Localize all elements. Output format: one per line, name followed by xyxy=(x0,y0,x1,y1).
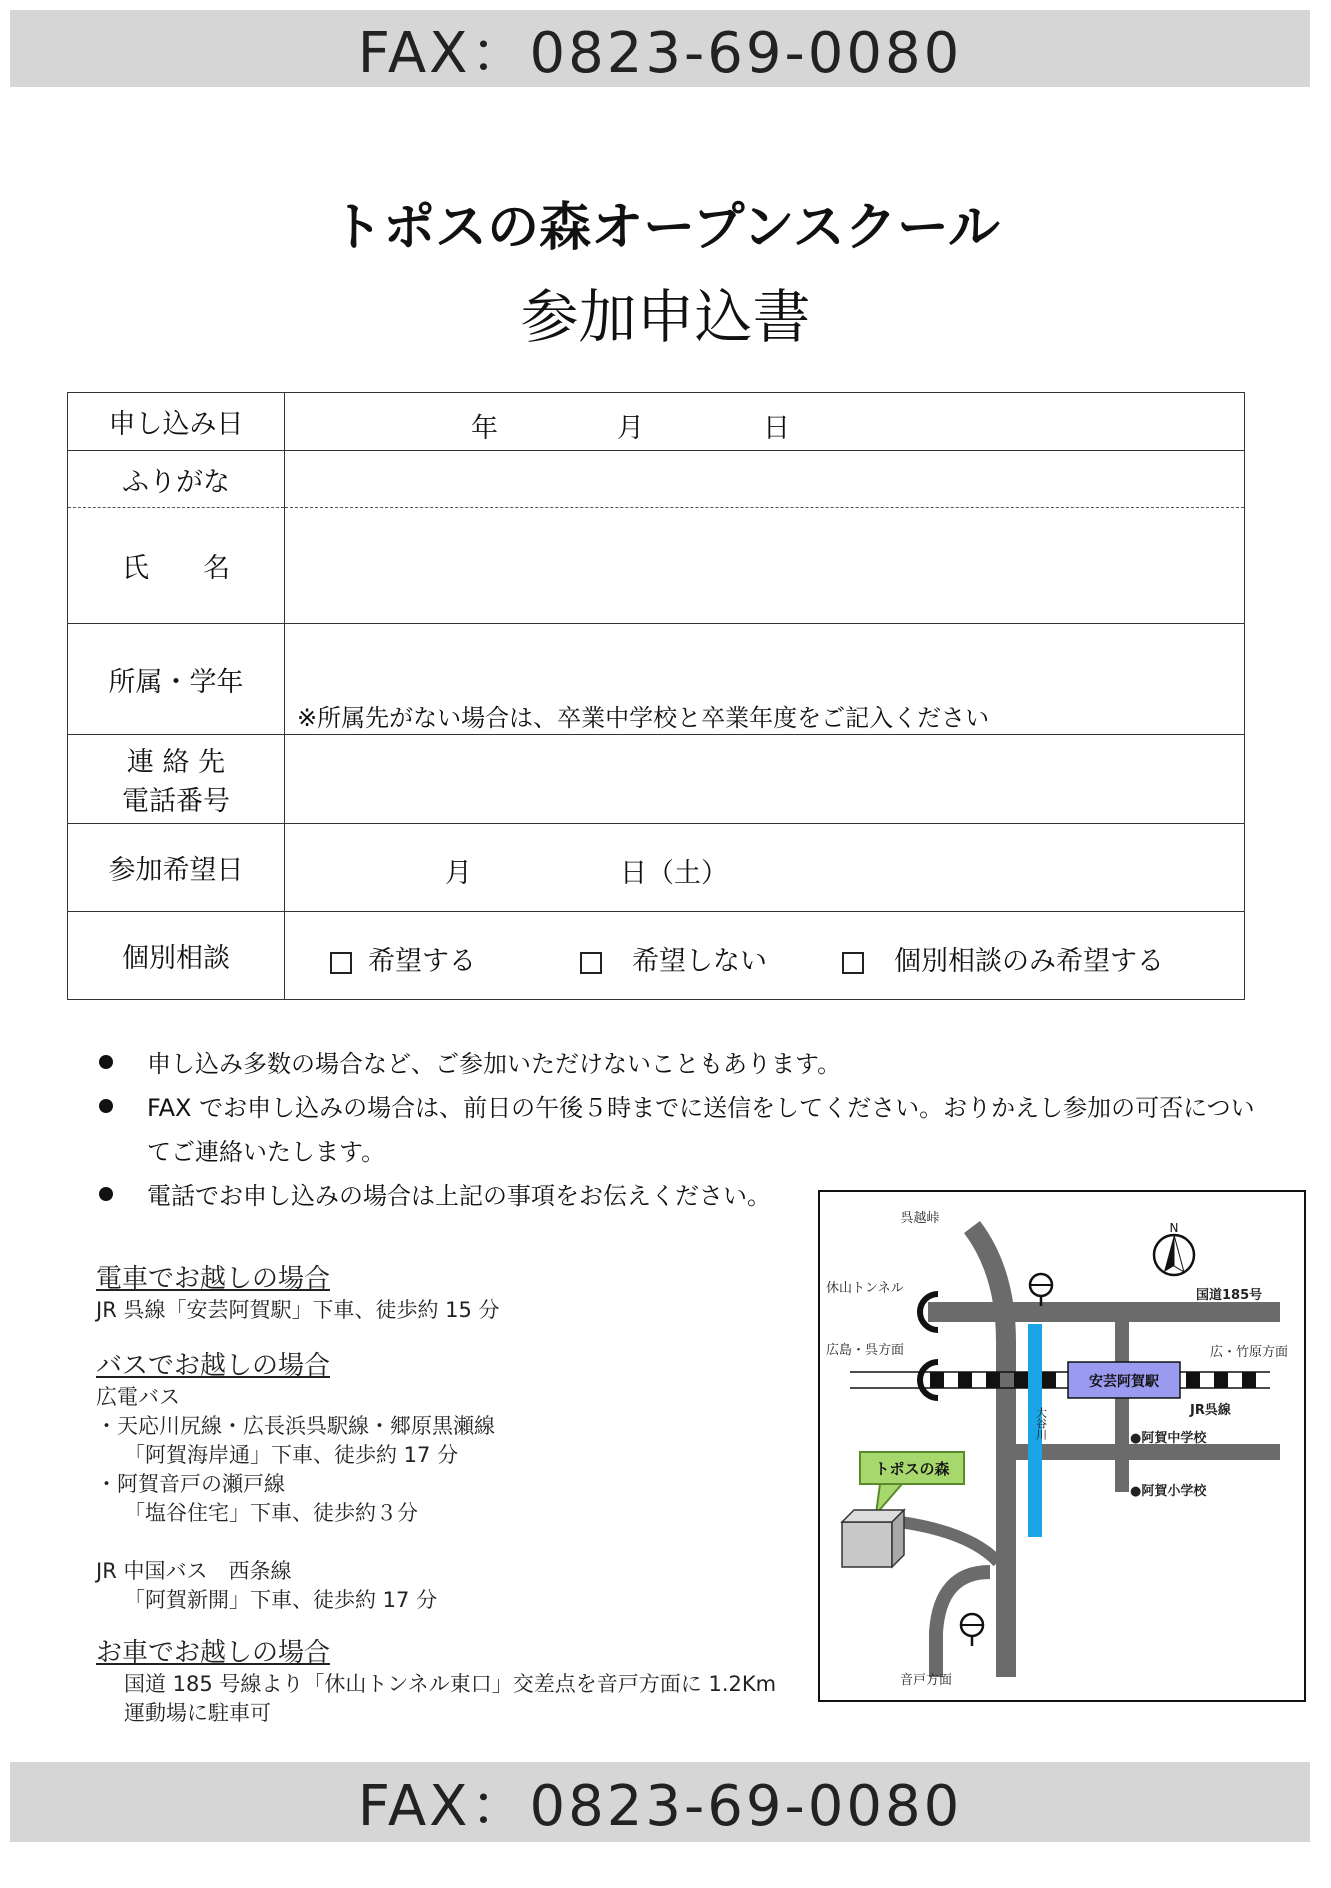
day-label: 日 xyxy=(763,413,790,444)
north-arrow-icon xyxy=(1154,1221,1194,1275)
access-map xyxy=(818,1190,1306,1702)
bullet-icon xyxy=(99,1099,113,1113)
bus-stop-icon xyxy=(1030,1274,1052,1306)
topos-label: トポスの森 xyxy=(874,1460,950,1478)
bus-stop1: 「阿賀海岸通」下車、徒歩約 17 分 xyxy=(124,1443,459,1467)
jr-line-label: JR呉線 xyxy=(1190,1403,1231,1418)
bus-route1: ・天応川尻線・広長浜呉駅線・郷原黒瀬線 xyxy=(96,1414,495,1438)
checkbox-icon[interactable] xyxy=(580,952,602,974)
bullet-icon xyxy=(99,1055,113,1069)
station-label: 安芸阿賀駅 xyxy=(1089,1374,1159,1390)
desired-day-field[interactable] xyxy=(285,824,1245,912)
river-label: 大谷川 xyxy=(1034,1407,1048,1440)
contact-label-line2: 電話番号 xyxy=(122,786,230,817)
affiliation-label: 所属・学年 xyxy=(68,624,285,735)
middle-school-label: ●阿賀中学校 xyxy=(1130,1431,1207,1446)
form-subtitle: 参加申込書 xyxy=(520,283,811,351)
affiliation-field[interactable] xyxy=(285,624,1245,735)
hiro-label: 広・竹原方面 xyxy=(1210,1345,1289,1360)
note-item: FAX でお申し込みの場合は、前日の午後５時までに送信をしてください。おりかえし参加の可否についてご連絡いたします。 xyxy=(95,1086,1277,1174)
note-item: 申し込み多数の場合など、ご参加いただけないこともあります。 xyxy=(95,1042,1255,1086)
hiroshima-label: 広島・呉方面 xyxy=(826,1343,905,1358)
map-drawing xyxy=(820,1192,1304,1700)
bus-company1: 広電バス xyxy=(96,1385,180,1409)
car-heading: お車でお越しの場合 xyxy=(96,1638,331,1668)
form-title: トポスの森オープンスクール xyxy=(331,198,1000,258)
phone-field[interactable] xyxy=(285,735,1245,824)
bus-route2: ・阿賀音戸の瀬戸線 xyxy=(96,1472,285,1496)
affiliation-note: ※所属先がない場合は、卒業中学校と卒業年度をご記入ください xyxy=(297,704,990,732)
north-label: N xyxy=(1169,1221,1179,1235)
desired-day-label: 参加希望日 xyxy=(68,824,285,912)
tunnel-label: 休山トンネル xyxy=(826,1281,904,1296)
bullet-icon xyxy=(99,1187,113,1201)
route185-label: 国道185号 xyxy=(1196,1288,1263,1303)
road-topos xyxy=(900,1522,998,1562)
topos-callout xyxy=(860,1452,964,1514)
access-bus xyxy=(96,1349,495,1615)
name-field[interactable] xyxy=(285,508,1245,624)
date-field[interactable] xyxy=(285,393,1245,451)
bus-heading: バスでお越しの場合 xyxy=(96,1351,331,1381)
furigana-label: ふりがな xyxy=(68,451,285,508)
consult-label: 個別相談 xyxy=(68,912,285,1000)
checkbox-icon[interactable] xyxy=(330,952,352,974)
bus-stop-icon xyxy=(961,1614,983,1646)
bus-stop3: 「阿賀新開」下車、徒歩約 17 分 xyxy=(124,1588,438,1612)
train-line: JR 呉線「安芸阿賀駅」下車、徒歩約 15 分 xyxy=(96,1298,500,1322)
building-icon xyxy=(842,1510,904,1567)
car-line2: 運動場に駐車可 xyxy=(124,1701,271,1725)
road-north xyxy=(972,1227,1006,1677)
consult-option-no[interactable]: 希望しない xyxy=(580,939,767,978)
consult-option-only[interactable]: 個別相談のみ希望する xyxy=(842,939,1164,978)
access-car xyxy=(96,1636,776,1728)
elementary-label: ●阿賀小学校 xyxy=(1130,1484,1207,1499)
bus-company2: JR 中国バス 西条線 xyxy=(96,1559,292,1583)
consult-option-yes[interactable]: 希望する xyxy=(330,939,476,978)
fax-header: FAX：0823-69-0080 xyxy=(10,10,1310,87)
application-form xyxy=(67,392,1245,1000)
consult-field xyxy=(285,912,1245,1000)
access-train xyxy=(96,1262,500,1325)
bus-stop2: 「塩谷住宅」下車、徒歩約３分 xyxy=(124,1501,418,1525)
fax-footer: FAX：0823-69-0080 xyxy=(10,1762,1310,1842)
date-label: 申し込み日 xyxy=(68,393,285,451)
year-label: 年 xyxy=(471,413,498,444)
name-label: 氏 名 xyxy=(68,508,285,624)
kuregoe-label: 呉越峠 xyxy=(900,1211,940,1226)
contact-label-line1: 連 絡 先 xyxy=(126,747,226,778)
desired-month-label: 月 xyxy=(445,858,472,889)
contact-label xyxy=(68,735,285,824)
checkbox-icon[interactable] xyxy=(842,952,864,974)
train-heading: 電車でお越しの場合 xyxy=(96,1264,331,1294)
month-label: 月 xyxy=(617,413,644,444)
car-line1: 国道 185 号線より「休山トンネル東口」交差点を音戸方面に 1.2Km xyxy=(124,1672,777,1696)
ondo-label: 音戸方面 xyxy=(899,1673,953,1688)
desired-day-suffix: 日（土） xyxy=(620,858,728,889)
furigana-field[interactable] xyxy=(285,451,1245,508)
note-item: 電話でお申し込みの場合は上記の事項をお伝えください。 xyxy=(95,1174,1255,1218)
